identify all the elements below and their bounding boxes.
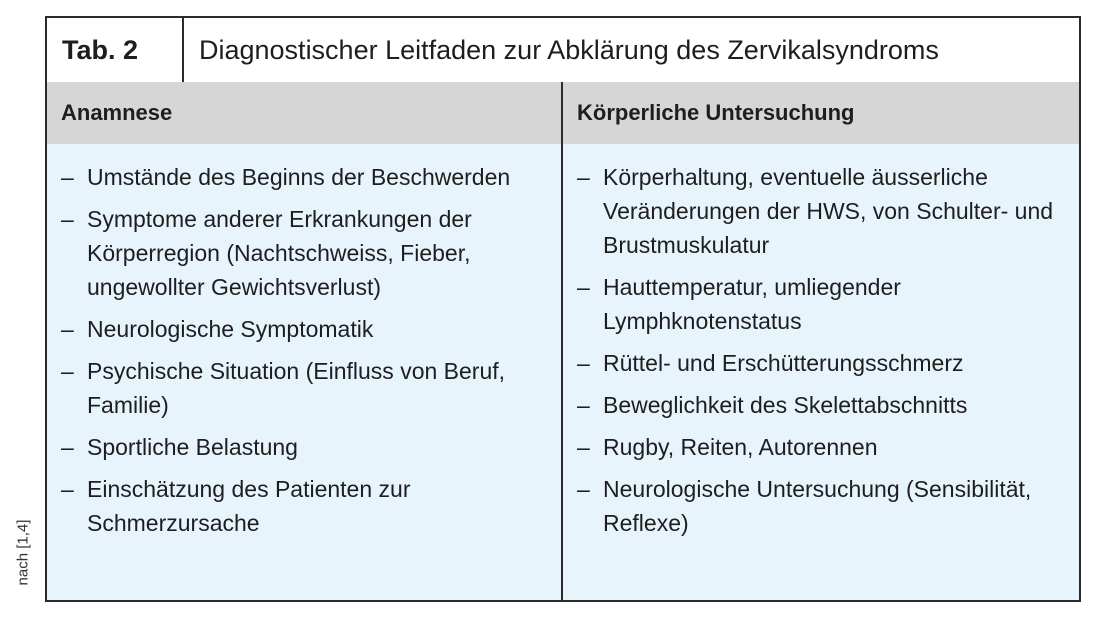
dash-marker: – — [61, 358, 74, 384]
list-item — [61, 312, 551, 346]
list-item — [61, 202, 551, 304]
list-item-text: Sportliche Belastung — [87, 434, 298, 460]
dash-marker: – — [577, 392, 590, 418]
list-item — [577, 430, 1069, 464]
dash-marker: – — [577, 350, 590, 376]
list-item — [577, 388, 1069, 422]
list-item — [577, 346, 1069, 380]
list-item — [577, 160, 1069, 262]
table-title: Diagnostischer Leitfaden zur Abklärung des Zervikalsyndroms — [199, 34, 939, 65]
list-item-text: Umstände des Beginns der Beschwerden — [87, 164, 511, 190]
table-body-row — [47, 144, 1079, 600]
column-header-koerperliche-untersuchung: Körperliche Untersuchung — [577, 100, 855, 125]
list-item-text: Neurologische Untersuchung (Sensibilität, Reflexe) — [603, 476, 1032, 536]
table-header-row — [47, 82, 1079, 146]
list-item-text: Rüttel- und Erschütterungsschmerz — [603, 350, 964, 376]
list-item-text: Hauttemperatur, umliegender Lymphknotenstatus — [603, 274, 901, 334]
dash-marker: – — [61, 164, 74, 190]
dash-marker: – — [61, 206, 74, 232]
column-koerperliche-untersuchung — [563, 144, 1079, 600]
list-item-text: Psychische Situation (Einfluss von Beruf, Familie) — [87, 358, 506, 418]
list-item-text: Einschätzung des Patienten zur Schmerzursache — [87, 476, 411, 536]
dash-marker: – — [577, 164, 590, 190]
dash-marker: – — [577, 476, 590, 502]
source-note — [8, 500, 38, 604]
list-item — [61, 354, 551, 422]
list-item-text: Beweglichkeit des Skelettabschnitts — [603, 392, 968, 418]
table-title-row — [47, 18, 1079, 84]
untersuchung-list — [577, 160, 1069, 540]
column-header-anamnese: Anamnese — [47, 82, 563, 144]
list-item — [577, 270, 1069, 338]
table-number: Tab. 2 — [47, 18, 184, 82]
dash-marker: – — [61, 476, 74, 502]
list-item-text: Neurologische Symptomatik — [87, 316, 374, 342]
source-note-text: nach [1,4] — [14, 519, 32, 585]
dash-marker: – — [577, 274, 590, 300]
list-item-text: Symptome anderer Erkrankungen der Körperregion (Nachtschweiss, Fieber, ungewollter Gewichtsverlust) — [87, 206, 472, 300]
diagnostic-table — [45, 16, 1081, 602]
anamnese-list — [61, 160, 551, 540]
dash-marker: – — [577, 434, 590, 460]
column-anamnese — [47, 144, 563, 600]
list-item-text: Rugby, Reiten, Autorennen — [603, 434, 878, 460]
list-item — [577, 472, 1069, 540]
list-item — [61, 430, 551, 464]
list-item — [61, 472, 551, 540]
dash-marker: – — [61, 316, 74, 342]
dash-marker: – — [61, 434, 74, 460]
list-item — [61, 160, 551, 194]
list-item-text: Körperhaltung, eventuelle äusserliche Veränderungen der HWS, von Schulter- und Brustmuskulatur — [603, 164, 1054, 258]
